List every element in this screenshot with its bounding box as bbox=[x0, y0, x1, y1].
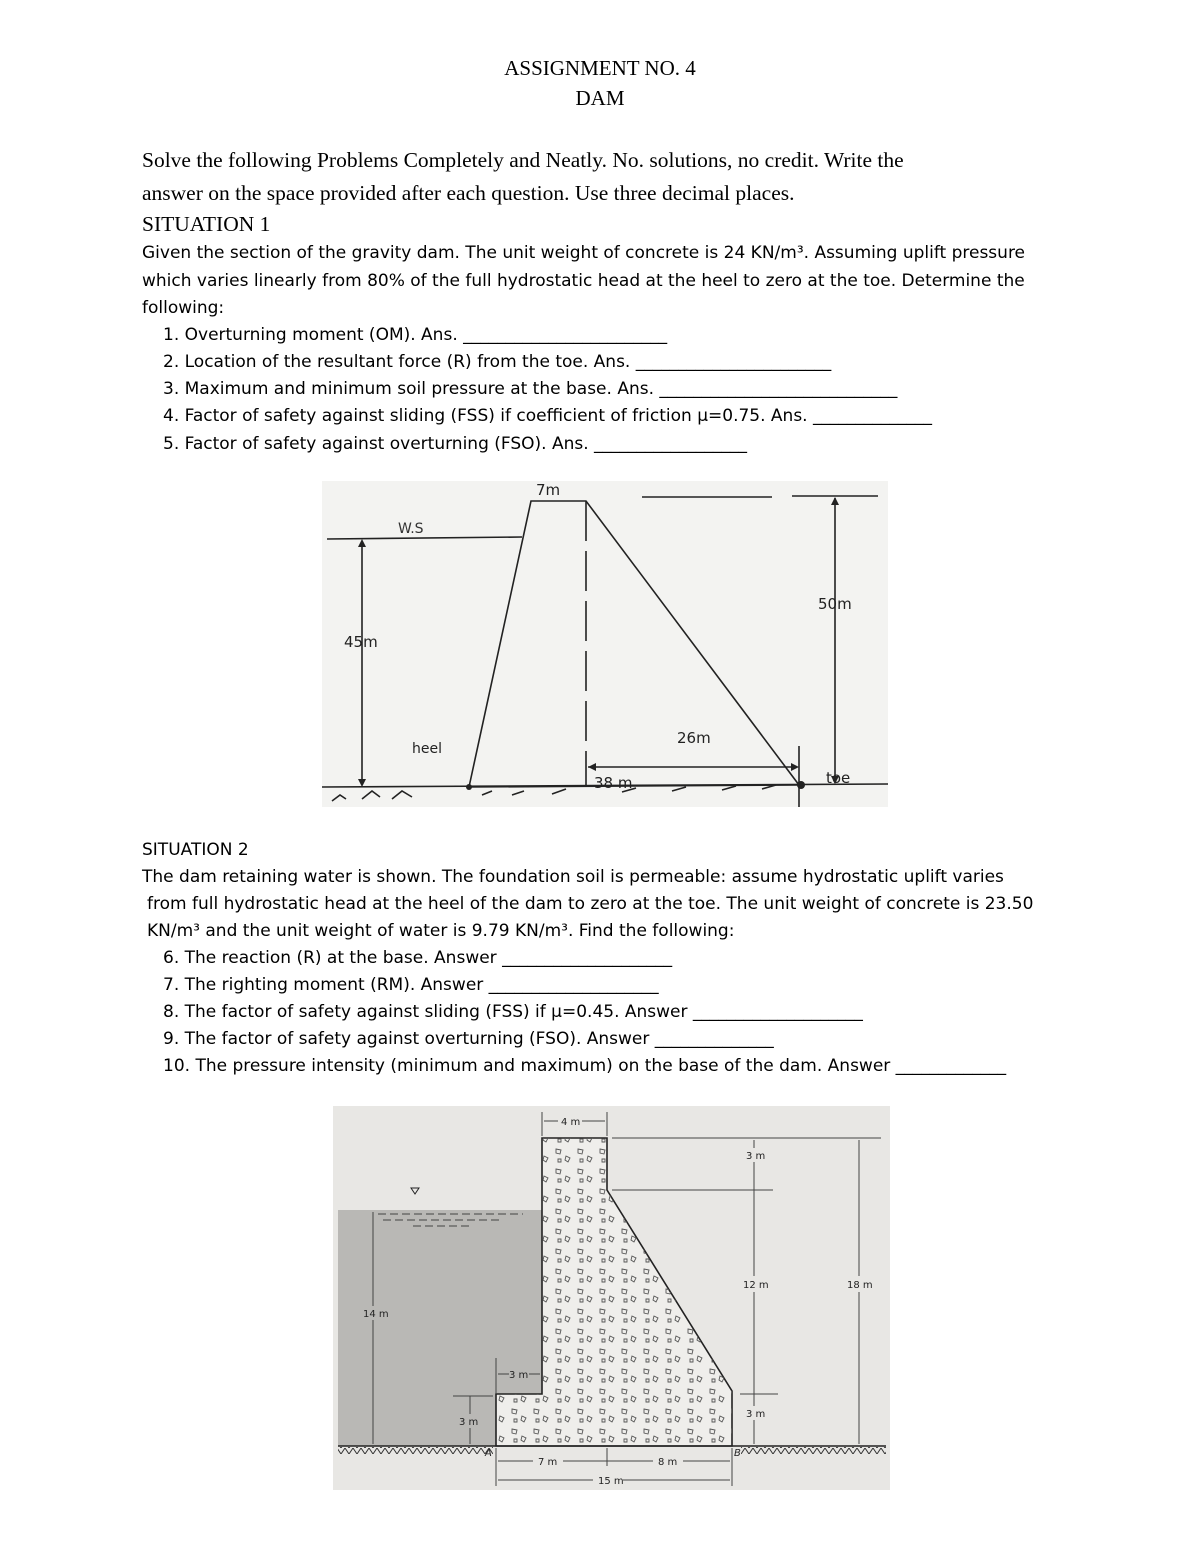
question-9: 9. The factor of safety against overturning (FSO). Answer ______________ bbox=[163, 1029, 774, 1049]
instructions-line: Solve the following Problems Completely and Neatly. No. solutions, no credit. Write the bbox=[142, 148, 904, 172]
ws-label: W.S bbox=[398, 521, 424, 537]
question-4: 4. Factor of safety against sliding (FSS) if coefficient of friction μ=0.75. Ans. ______________ bbox=[163, 406, 932, 426]
dim-step-height: 3 m bbox=[459, 1417, 479, 1428]
question-5: 5. Factor of safety against overturning (FSO). Ans. __________________ bbox=[163, 434, 748, 454]
base-label: 38 m bbox=[594, 774, 633, 792]
question-8: 8. The factor of safety against sliding (FSS) if μ=0.45. Answer ____________________ bbox=[163, 1002, 863, 1022]
instructions-line: answer on the space provided after each question. Use three decimal places. bbox=[142, 181, 795, 205]
dim-top-4m: 4 m bbox=[561, 1117, 581, 1128]
question-3: 3. Maximum and minimum soil pressure at the base. Ans. ____________________________ bbox=[163, 379, 898, 399]
assignment-subtitle: DAM bbox=[575, 86, 625, 110]
question-1: 1. Overturning moment (OM). Ans. ________________________ bbox=[163, 325, 668, 345]
dim-base-15m: 15 m bbox=[598, 1476, 624, 1487]
situation1-heading: SITUATION 1 bbox=[142, 212, 271, 236]
dim-step-width: 3 m bbox=[509, 1370, 529, 1381]
assignment-title: ASSIGNMENT NO. 4 bbox=[504, 56, 696, 80]
dim-3m-top: 3 m bbox=[746, 1151, 766, 1162]
dim-18m: 18 m bbox=[847, 1280, 873, 1291]
point-a-label: A bbox=[485, 1448, 492, 1459]
gravity-dam-figure-1 bbox=[322, 481, 888, 807]
toe-label: toe bbox=[826, 769, 851, 787]
situation2-text: from full hydrostatic head at the heel of the dam to zero at the toe. The unit weight of concrete is 23.50 bbox=[147, 894, 1034, 914]
dim-3m-bottom: 3 m bbox=[746, 1409, 766, 1420]
situation2-text: The dam retaining water is shown. The foundation soil is permeable: assume hydrostatic uplift varies bbox=[142, 867, 1004, 887]
question-2: 2. Location of the resultant force (R) from the toe. Ans. _______________________ bbox=[163, 352, 832, 372]
heel-label: heel bbox=[412, 741, 442, 757]
dim-base-8m: 8 m bbox=[658, 1457, 678, 1468]
situation2-text: KN/m³ and the unit weight of water is 9.79 KN/m³. Find the following: bbox=[147, 921, 735, 941]
base-right-label: 26m bbox=[677, 729, 711, 747]
dim-water-14m: 14 m bbox=[363, 1309, 389, 1320]
water-depth-label: 45m bbox=[344, 633, 378, 651]
ground-hatch bbox=[338, 1447, 493, 1454]
situation1-text: which varies linearly from 80% of the full hydrostatic head at the heel to zero at the toe. Determine the bbox=[142, 271, 1025, 291]
dim-base-7m: 7 m bbox=[538, 1457, 558, 1468]
gravity-dam-figure-2 bbox=[333, 1106, 890, 1490]
situation1-text: Given the section of the gravity dam. The unit weight of concrete is 24 KN/m³. Assuming uplift pressure bbox=[142, 243, 1026, 263]
question-10: 10. The pressure intensity (minimum and maximum) on the base of the dam. Answer _____________ bbox=[163, 1056, 1007, 1076]
height-label: 50m bbox=[818, 595, 852, 613]
point-b-label: B bbox=[734, 1448, 741, 1459]
question-7: 7. The righting moment (RM). Answer ____________________ bbox=[163, 975, 659, 995]
situation1-text: following: bbox=[142, 298, 225, 318]
top-width-label: 7m bbox=[536, 481, 561, 499]
situation2-heading: SITUATION 2 bbox=[142, 840, 249, 860]
question-6: 6. The reaction (R) at the base. Answer ____________________ bbox=[163, 948, 673, 968]
dim-12m: 12 m bbox=[743, 1280, 769, 1291]
